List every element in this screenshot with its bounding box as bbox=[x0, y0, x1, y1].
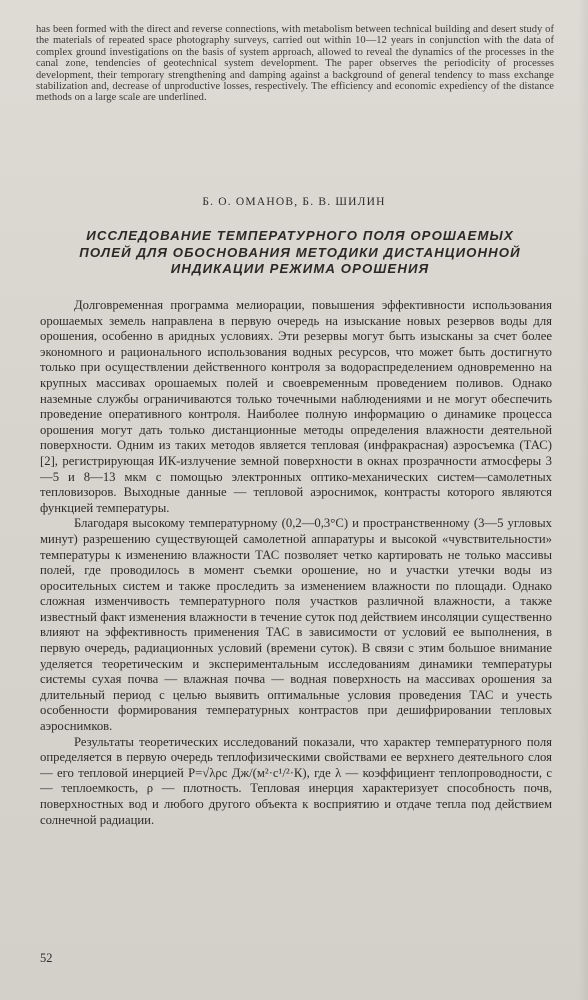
page-edge-shadow bbox=[578, 0, 588, 1000]
page-number: 52 bbox=[40, 951, 53, 965]
article-authors: Б. О. ОМАНОВ, Б. В. ШИЛИН bbox=[202, 196, 386, 208]
english-abstract: has been formed with the direct and reverse connections, with metabolism between technical building and desert study of the materials of repeated space photography surveys, carried out within 10—12 years in conjunction with the data of complex ground investigations on the basis of system approach, allowed to reveal the dynamics of the processes in the canal zone, tendencies of geotechnical system development. The paper observes the periodicity of processes development, their temporary strengthening and damping against a background of general tendency to mass exchange stabilization and, decrease of unproductive losses, respectively. The efficiency and economic expediency of the distance methods on a large scale are underlined. bbox=[36, 24, 554, 104]
body-paragraph-2: Благодаря высокому температурному (0,2—0,3°С) и пространственному (3—5 угловых минут) разрешению существующей самолетной аппаратуры и высокой «чувствительности» температуры к изменению влажности ТАС позволяет четко картировать не только массивы полей, где проводилось в момент съемки орошение, но и участки утечки воды из оросительных систем и также проследить за изменением влажности по площади. Однако сложная изменчивость температурного поля участков различной влажности, а также известный факт изменения влажности в течение суток под действием инсоляции существенно влияют на эффективность применения ТАС в зависимости от условий ее выполнения, в первую очередь, радиационных условий (времени суток). В связи с этим большое внимание уделяется теоретическим и экспериментальным исследованиям динамики температуры системы сухая почва — влажная почва — водная поверхность на массивах орошения за длительный период с целью выявить оптимальные условия проведения ТАС и учесть особенности формирования температурных контрастов при дешифрировании тепловых аэроснимков. bbox=[40, 516, 552, 734]
article-title: ИССЛЕДОВАНИЕ ТЕМПЕРАТУРНОГО ПОЛЯ ОРОШАЕМЫХ ПОЛЕЙ ДЛЯ ОБОСНОВАНИЯ МЕТОДИКИ ДИСТАНЦИОННОЙ ИНДИКАЦИИ РЕЖИМА ОРОШЕНИЯ bbox=[79, 228, 521, 276]
body-paragraph-1: Долговременная программа мелиорации, повышения эффективности использования орошаемых земель направлена в первую очередь на изыскание новых резервов воды для орошения, особенно в аридных условиях. Эти резервы могут быть изысканы за счет более экономного и рационального использования водных ресурсов, что может быть достигнуто только при осуществлении действенного контроля за водораспределением одновременно на крупных массивах орошаемых полей и своевременным проведением поливов. Однако наземные службы ограничиваются только точечными наблюдениями и не могут обеспечить проведение оперативного контроля. Наиболее полную информацию о динамике процесса орошения могут дать только дистанционные методы определения влажности деятельной поверхности. Одним из таких методов является тепловая (инфракрасная) аэросъемка (ТАС) [2], регистрирующая ИК-излучение земной поверхности в окнах прозрачности атмосферы 3—5 и 8—13 мкм с помощью электронных оптико-механических систем—самолетных тепловизоров. Выходные данные — тепловой аэроснимок, контрасты которого являются функцией температуры. bbox=[40, 298, 552, 515]
article-body bbox=[40, 298, 552, 828]
body-paragraph-3: Результаты теоретических исследований показали, что характер температурного поля определяется в первую очередь теплофизическими свойствами ее верхнего деятельного слоя — его тепловой инерцией Р=√λρс Дж/(м²·с¹/²·К), где λ — коэффициент теплопроводности, с — теплоемкость, ρ — плотность. Тепловая инерция характеризует способность почв, поверхностных вод и любого другого объекта к восприятию и отдаче тепла под действием солнечной радиации. bbox=[40, 734, 552, 827]
